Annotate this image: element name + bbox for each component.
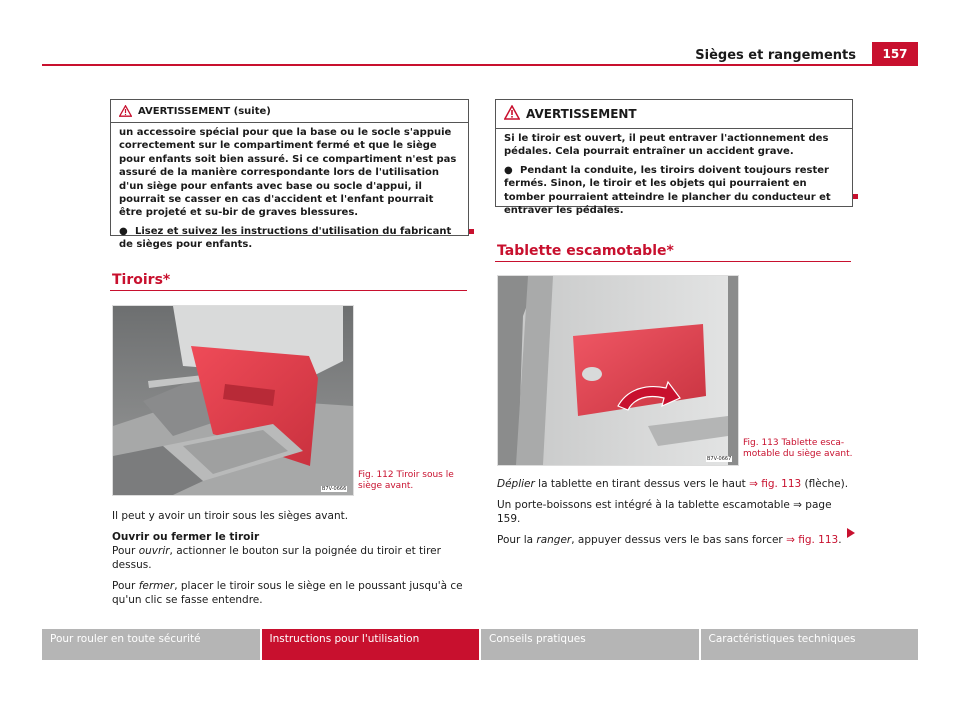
end-marker-icon (853, 194, 858, 199)
heading-tiroirs: Tiroirs* (112, 272, 171, 288)
warning-bullet-item: ● Lisez et suivez les instructions d'utilisation du fabricant de sièges pour enfants. (119, 225, 452, 251)
heading-tablette: Tablette escamotable* (497, 243, 674, 259)
end-marker-icon (469, 229, 474, 234)
paragraph-close: Pour fermer, placer le tiroir sous le siège en le poussant jusqu'à ce qu'un clic se fasse entendre. (112, 580, 463, 606)
figure-113-caption: Fig. 113 Tablette esca- motable du siège avant. (743, 438, 853, 459)
heading-rule (110, 290, 467, 291)
tablette-text (497, 477, 853, 554)
footer-nav (42, 629, 918, 660)
warning-box (495, 99, 853, 217)
warning-header (496, 100, 852, 129)
warning-triangle-icon (119, 102, 132, 121)
figure-112-drawer-photo (112, 305, 354, 496)
heading-rule (495, 261, 851, 262)
header-rule (42, 64, 918, 66)
continue-arrow-icon (847, 523, 855, 542)
figure-113-tray-photo (497, 275, 739, 466)
footer-tab-instructions[interactable]: Instructions pour l'utilisation (262, 629, 480, 660)
intro-paragraph: Il peut y avoir un tiroir sous les sièges avant. (112, 510, 349, 522)
figure-code: B7V-0667 (707, 456, 732, 462)
tray-illustration (498, 276, 738, 465)
paragraph-store: Pour la ranger, appuyer dessus vers le bas sans forcer ⇒ fig. 113. (497, 534, 842, 546)
warning-paragraph: un accessoire spécial pour que la base ou le socle s'appuie correctement sur le compartiment fermé et que le siège pour enfants soit bien assuré. Si ce compartiment n'est pas assuré de la manière correspondante lors de l'utilisation d'un siège pour enfants avec base ou socle d'appui, il pourrait se casser en cas d'accident et l'enfant pourrait être projeté et su-bir de graves blessures. (119, 127, 457, 219)
figure-reference-link[interactable]: ⇒ fig. 113 (749, 478, 802, 490)
warning-box-continued (110, 99, 469, 251)
subheading: Ouvrir ou fermer le tiroir (112, 531, 260, 543)
tiroirs-text (112, 509, 467, 614)
warning-body (111, 123, 468, 256)
footer-tab-caracteristiques[interactable]: Caractéristiques techniques (701, 629, 919, 660)
warning-paragraph: Si le tiroir est ouvert, il peut entraver l'actionnement des pédales. Cela pourrait entraîner un accident grave. (504, 133, 829, 158)
paragraph-open: Pour ouvrir, actionner le bouton sur la poignée du tiroir et tirer dessus. (112, 545, 441, 571)
section-title: Sièges et rangements (695, 48, 856, 63)
warning-header (111, 100, 468, 123)
warning-body (496, 129, 852, 221)
warning-title: AVERTISSEMENT (526, 107, 637, 121)
paragraph-cupholder: Un porte-boissons est intégré à la tablette escamotable ⇒ page 159. (497, 499, 832, 525)
figure-reference-link[interactable]: ⇒ fig. 113 (786, 534, 839, 546)
paragraph-unfold: Déplier la tablette en tirant dessus vers le haut ⇒ fig. 113 (flèche). (497, 478, 849, 490)
footer-tab-conseils[interactable]: Conseils pratiques (481, 629, 699, 660)
warning-title: AVERTISSEMENT (suite) (138, 105, 271, 117)
warning-bullet-item: ● Pendant la conduite, les tiroirs doivent toujours rester fermés. Sinon, le tiroir et les objets qui pourraient en tomber pourraient atteindre le plancher du conducteur et entraver les pédales. (504, 164, 831, 217)
warning-triangle-icon (504, 105, 520, 124)
page-number: 157 (872, 42, 918, 66)
drawer-illustration (113, 306, 353, 495)
footer-tab-securite[interactable]: Pour rouler en toute sécurité (42, 629, 260, 660)
figure-code: B7V-0666 (322, 486, 347, 492)
figure-112-caption: Fig. 112 Tiroir sous le siège avant. (358, 470, 454, 491)
